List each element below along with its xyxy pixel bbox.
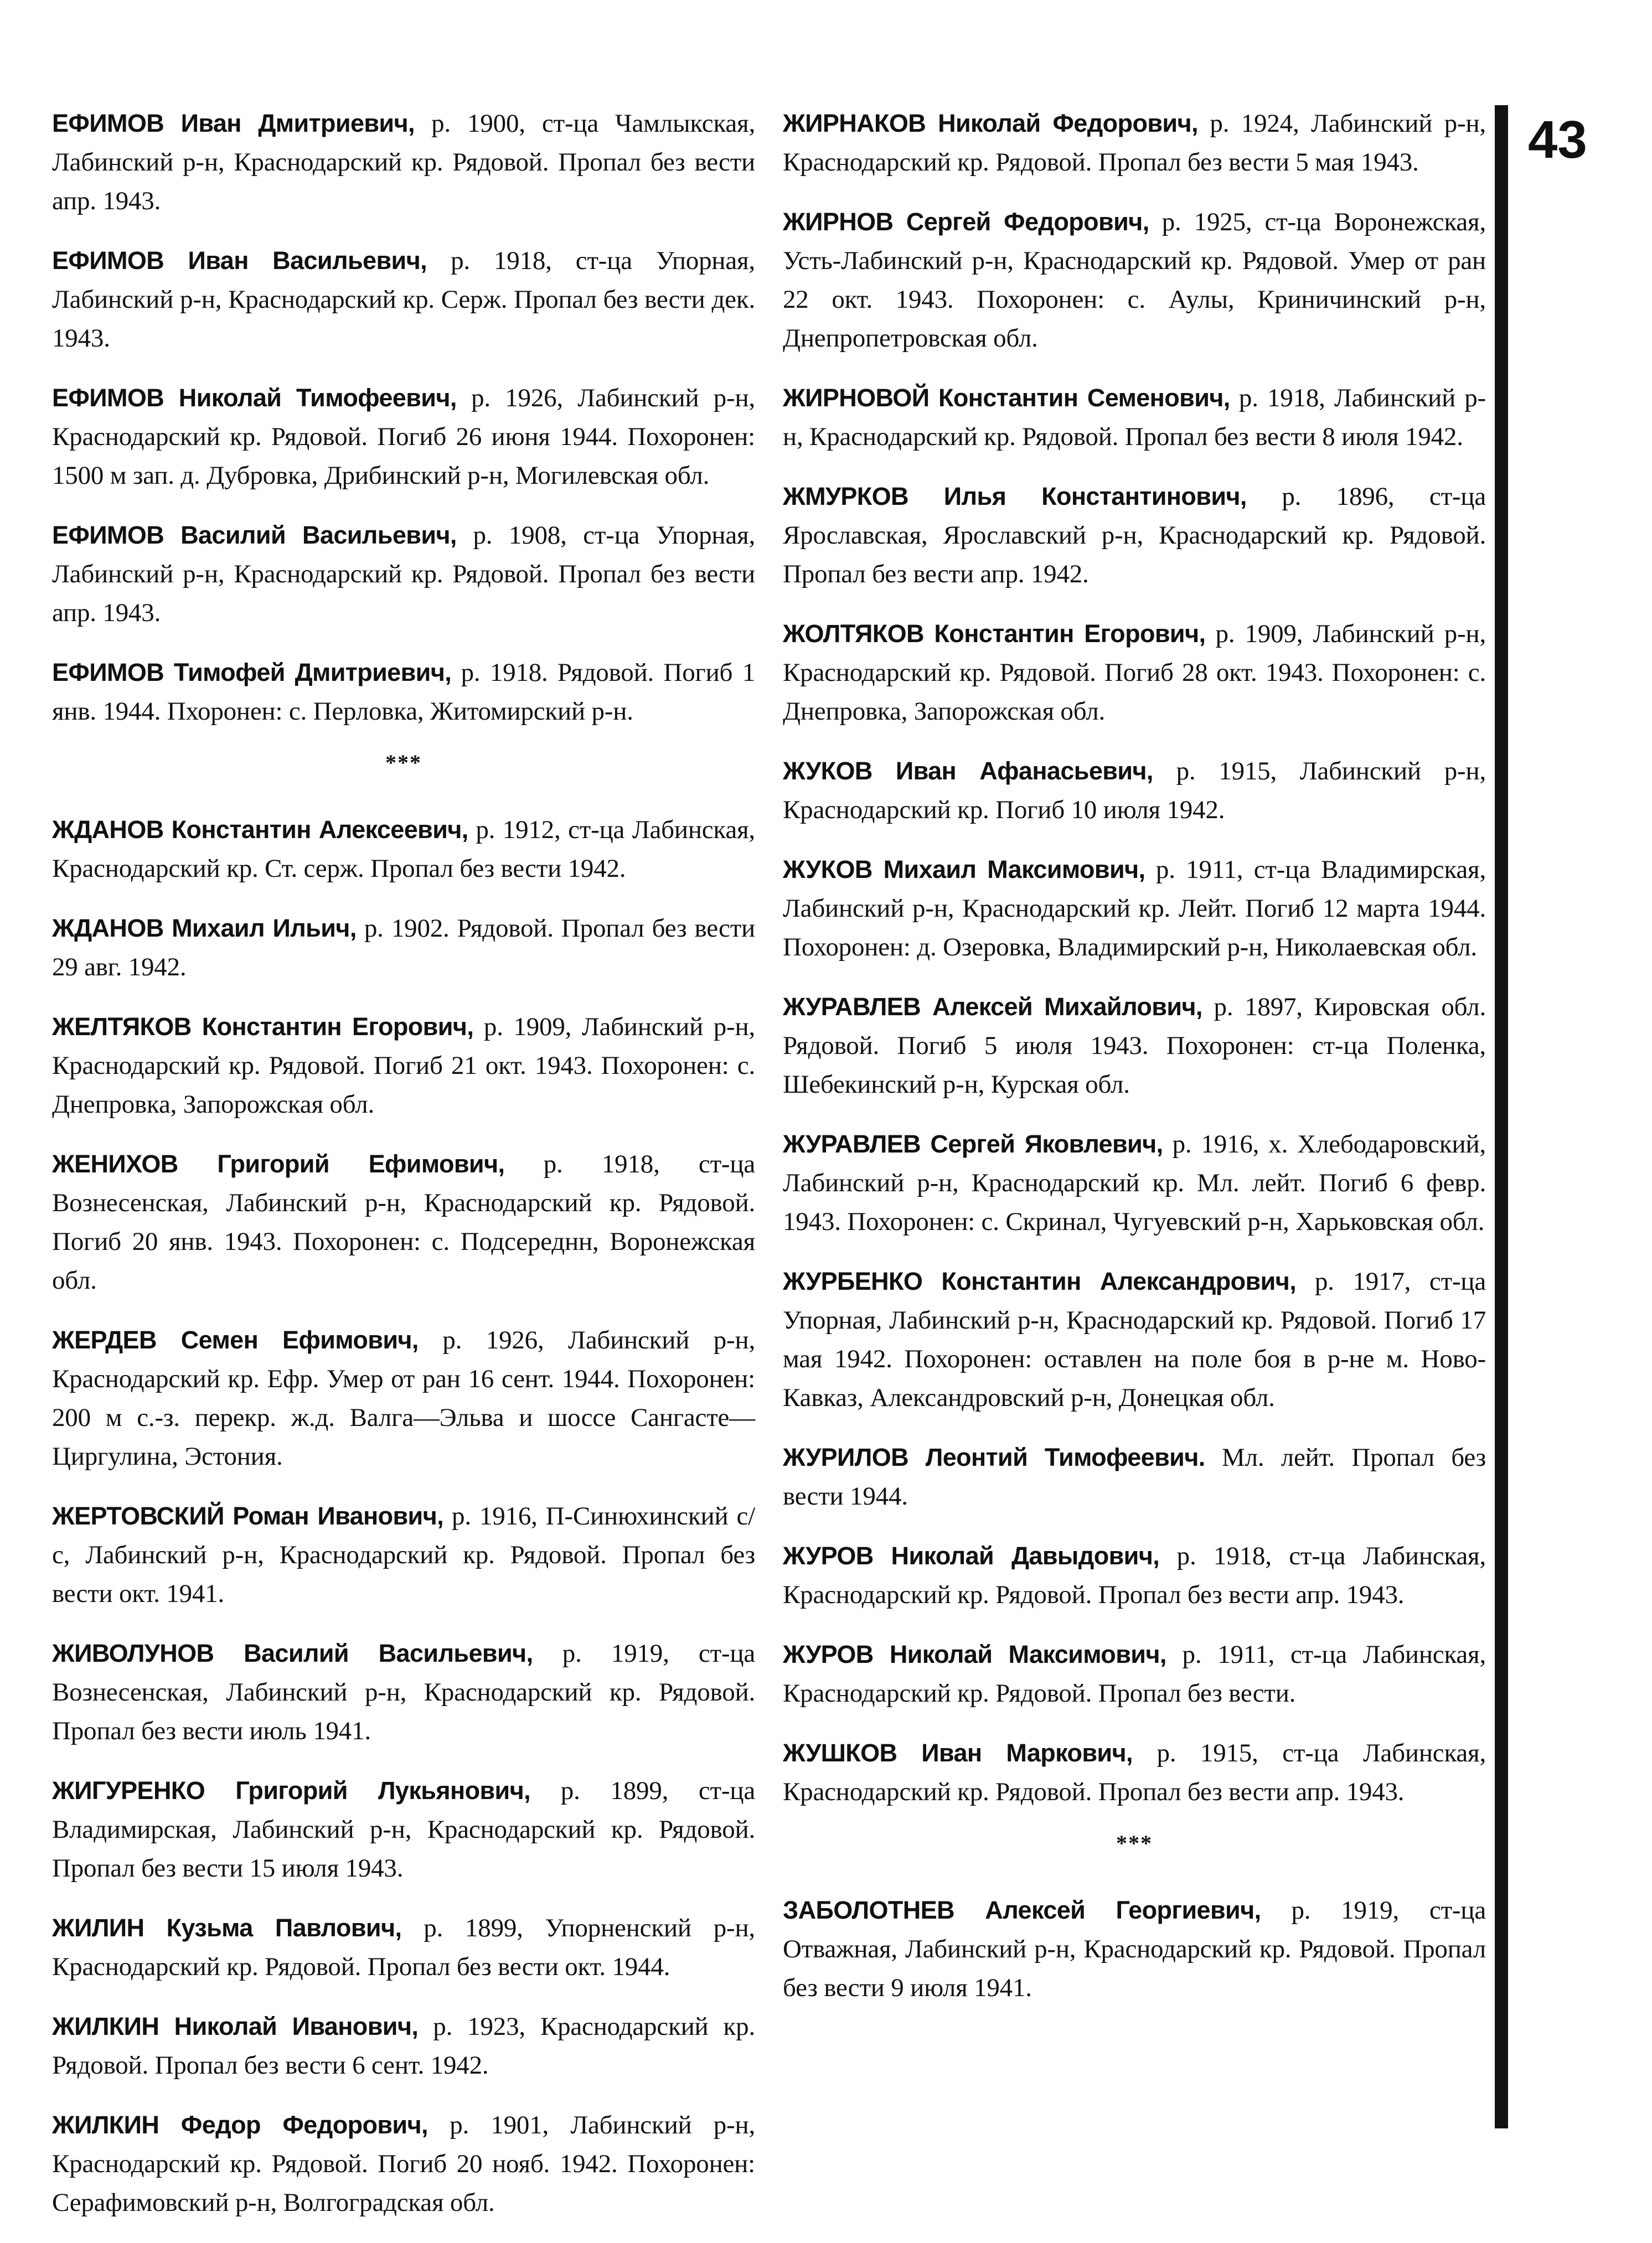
person-name: ЖЕРДЕВ Семен Ефимович, (52, 1326, 419, 1354)
list-item (783, 1891, 1486, 2007)
list-item (783, 1438, 1486, 1516)
list-item (52, 909, 755, 986)
person-details: р. 1899, ст-ца Владимирская, Лабинский р-н, Краснодарский кр. Рядовой. Пропал без вести 15 июля 1943. (52, 1776, 755, 1883)
person-name: ЖМУРКОВ Илья Константинович, (783, 482, 1247, 510)
list-item (52, 241, 755, 358)
person-details: р. 1899, Упорненский р-н, Краснодарский кр. Рядовой. Пропал без вести окт. 1944. (52, 1914, 755, 1981)
list-item (783, 1262, 1486, 1417)
list-item (52, 104, 755, 220)
list-item (52, 1321, 755, 1476)
person-name: ЖДАНОВ Михаил Ильич, (52, 914, 357, 942)
list-item (52, 2106, 755, 2222)
list-item (783, 752, 1486, 829)
person-details: р. 1909, Лабинский р-н, Краснодарский кр. Рядовой. Погиб 28 окт. 1943. Похоронен: с. Днепровка, Запорожская обл. (783, 619, 1486, 726)
person-details: р. 1911, ст-ца Владимирская, Лабинский р-н, Краснодарский кр. Лейт. Погиб 12 марта 1944. Похоронен: д. Озеровка, Владимирский р-н, Николаевская обл. (783, 855, 1486, 962)
entry-group-z (783, 1891, 1486, 2007)
list-item (52, 1909, 755, 1986)
person-details: р. 1909, Лабинский р-н, Краснодарский кр. Рядовой. Погиб 21 окт. 1943. Похоронен: с. Днепровка, Запорожская обл. (52, 1012, 755, 1119)
list-item (52, 1497, 755, 1613)
list-item (783, 379, 1486, 456)
person-details: р. 1919, ст-ца Вознесенская, Лабинский р-н, Краснодарский кр. Рядовой. Пропал без вести июль 1941. (52, 1639, 755, 1745)
list-item (52, 1007, 755, 1124)
person-details: р. 1923, Краснодарский кр. Рядовой. Пропал без вести 6 сент. 1942. (52, 2012, 755, 2080)
person-details: Мл. лейт. Пропал без вести 1944. (783, 1443, 1486, 1511)
person-name: ЕФИМОВ Иван Васильевич, (52, 246, 427, 275)
list-item (783, 1734, 1486, 1811)
list-item (783, 614, 1486, 731)
left-column (52, 104, 755, 2243)
list-item (52, 1771, 755, 1888)
list-item (52, 1145, 755, 1300)
list-item (783, 203, 1486, 358)
section-separator: *** (1116, 1831, 1153, 1856)
section-separator: *** (385, 750, 422, 775)
person-name: ЖИГУРЕНКО Григорий Лукьянович, (52, 1776, 531, 1805)
person-details: р. 1924, Лабинский р-н, Краснодарский кр. Рядовой. Пропал без вести 5 мая 1943. (783, 109, 1486, 177)
person-details: р. 1900, ст-ца Чамлыкская, Лабинский р-н, Краснодарский кр. Рядовой. Пропал без вести апр. 1943. (52, 109, 755, 215)
margin-rule (1495, 105, 1508, 2128)
person-name: ЕФИМОВ Василий Васильевич, (52, 521, 457, 549)
list-item (783, 1537, 1486, 1614)
person-name: ЖИВОЛУНОВ Василий Васильевич, (52, 1639, 533, 1667)
person-name: ЕФИМОВ Николай Тимофеевич, (52, 384, 457, 412)
person-details: р. 1918, ст-ца Лабинская, Краснодарский кр. Рядовой. Пропал без вести апр. 1943. (783, 1542, 1486, 1609)
person-name: ЖУРАВЛЕВ Сергей Яковлевич, (783, 1130, 1163, 1158)
person-name: ЖУКОВ Иван Афанасьевич, (783, 757, 1153, 785)
person-name: ЕФИМОВ Тимофей Дмитриевич, (52, 658, 452, 686)
entry-group-zh-right (783, 104, 1486, 1811)
person-details: р. 1915, Лабинский р-н, Краснодарский кр. Погиб 10 июля 1942. (783, 757, 1486, 824)
person-name: ЖУРОВ Николай Давыдович, (783, 1542, 1160, 1570)
person-name: ЕФИМОВ Иван Дмитриевич, (52, 109, 415, 137)
person-name: ЖУРОВ Николай Максимович, (783, 1640, 1166, 1668)
person-details: р. 1901, Лабинский р-н, Краснодарский кр. Рядовой. Погиб 20 нояб. 1942. Похоронен: Серафимовский р-н, Волгоградская обл. (52, 2111, 756, 2217)
person-details: р. 1917, ст-ца Упорная, Лабинский р-н, Краснодарский кр. Рядовой. Погиб 17 мая 1942. Похоронен: оставлен на поле боя в р-не м. Ново-Кавказ, Александровский р-н, Донецкая обл. (783, 1267, 1486, 1412)
person-details: р. 1918, ст-ца Вознесенская, Лабинский р-н, Краснодарский кр. Рядовой. Погиб 20 янв. 1943. Похоронен: с. Подсереднн, Воронежская обл. (52, 1150, 755, 1295)
page-number: 43 (1528, 110, 1587, 169)
person-name: ЖУРАВЛЕВ Алексей Михайлович, (783, 993, 1202, 1021)
person-details: р. 1911, ст-ца Лабинская, Краснодарский кр. Рядовой. Пропал без вести. (783, 1640, 1486, 1708)
person-name: ЖОЛТЯКОВ Константин Егорович, (783, 619, 1206, 648)
list-item (783, 1125, 1486, 1241)
list-item (52, 653, 755, 731)
person-name: ЖУКОВ Михаил Максимович, (783, 855, 1145, 883)
list-item (52, 810, 755, 888)
right-column (783, 104, 1486, 2028)
person-details: р. 1902. Рядовой. Пропал без вести 29 авг. 1942. (52, 914, 755, 981)
person-name: ЖИРНОВОЙ Константин Семенович, (783, 384, 1230, 412)
list-item (783, 1635, 1486, 1713)
list-item (783, 477, 1486, 593)
person-name: ЖИРНАКОВ Николай Федорович, (783, 109, 1198, 137)
list-item (52, 2007, 755, 2085)
person-name: ЖИЛИН Кузьма Павлович, (52, 1914, 402, 1942)
person-details: р. 1918. Рядовой. Погиб 1 янв. 1944. Пхоронен: с. Перловка, Житомирский р-н. (52, 658, 755, 726)
person-details: р. 1925, ст-ца Воронежская, Усть-Лабинский р-н, Краснодарский кр. Рядовой. Умер от ран 22 окт. 1943. Похоронен: с. Аулы, Криничинский р-н, Днепропетровская обл. (783, 208, 1486, 353)
entry-group-zh-left (52, 810, 755, 2222)
person-name: ЖЕЛТЯКОВ Константин Егорович, (52, 1012, 474, 1041)
person-details: р. 1912, ст-ца Лабинская, Краснодарский кр. Ст. серж. Пропал без вести 1942. (52, 815, 755, 883)
person-name: ЖИЛКИН Федор Федорович, (52, 2111, 428, 2139)
person-details: р. 1926, Лабинский р-н, Краснодарский кр. Ефр. Умер от ран 16 сент. 1944. Похоронен: 200 м с.-з. перекр. ж.д. Валга—Эльва и шоссе Сангасте—Циргулина, Эстония. (52, 1326, 755, 1471)
person-name: ЖИРНОВ Сергей Федорович, (783, 208, 1149, 236)
person-details: р. 1915, ст-ца Лабинская, Краснодарский кр. Рядовой. Пропал без вести апр. 1943. (783, 1739, 1486, 1806)
person-details: р. 1916, П-Синюхинский с/с, Лабинский р-н, Краснодарский кр. Рядовой. Пропал без вести окт. 1941. (52, 1502, 755, 1608)
person-name: ЖУШКОВ Иван Маркович, (783, 1739, 1133, 1767)
person-details: р. 1926, Лабинский р-н, Краснодарский кр. Рядовой. Погиб 26 июня 1944. Похоронен: 1500 м зап. д. Дубровка, Дрибинский р-н, Могилевская обл. (52, 384, 755, 490)
list-item (783, 850, 1486, 967)
person-details: р. 1908, ст-ца Упорная, Лабинский р-н, Краснодарский кр. Рядовой. Пропал без вести апр. 1943. (52, 521, 755, 627)
person-name: ЖИЛКИН Николай Иванович, (52, 2012, 419, 2040)
person-details: р. 1916, х. Хлебодаровский, Лабинский р-н, Краснодарский кр. Мл. лейт. Погиб 6 февр. 1943. Похоронен: с. Скринал, Чугуевский р-н, Харьковская обл. (783, 1130, 1486, 1236)
list-item (52, 379, 755, 495)
person-details: р. 1919, ст-ца Отважная, Лабинский р-н, Краснодарский кр. Рядовой. Пропал без вести 9 июля 1941. (783, 1896, 1486, 2002)
person-name: ЖЕНИХОВ Григорий Ефимович, (52, 1150, 505, 1178)
list-item (783, 988, 1486, 1104)
person-name: ЖЕРТОВСКИЙ Роман Иванович, (52, 1502, 444, 1530)
list-item (783, 104, 1486, 182)
list-item (52, 1634, 755, 1750)
person-details: р. 1896, ст-ца Ярославская, Ярославский р-н, Краснодарский кр. Рядовой. Пропал без вести апр. 1942. (783, 482, 1486, 588)
person-name: ЖУРБЕНКО Константин Александрович, (783, 1267, 1297, 1295)
person-details: р. 1918, Лабинский р-н, Краснодарский кр. Рядовой. Пропал без вести 8 июля 1942. (783, 384, 1486, 451)
list-item (52, 516, 755, 632)
person-details: р. 1897, Кировская обл. Рядовой. Погиб 5 июля 1943. Похоронен: ст-ца Поленка, Шебекинский р-н, Курская обл. (783, 993, 1486, 1099)
person-name: ЖУРИЛОВ Леонтий Тимофеевич. (783, 1443, 1205, 1471)
person-name: ЗАБОЛОТНЕВ Алексей Георгиевич, (783, 1896, 1261, 1924)
entry-group-efimov (52, 104, 755, 731)
person-details: р. 1918, ст-ца Упорная, Лабинский р-н, Краснодарский кр. Серж. Пропал без вести дек. 1943. (52, 246, 755, 353)
person-name: ЖДАНОВ Константин Алексеевич, (52, 815, 468, 844)
